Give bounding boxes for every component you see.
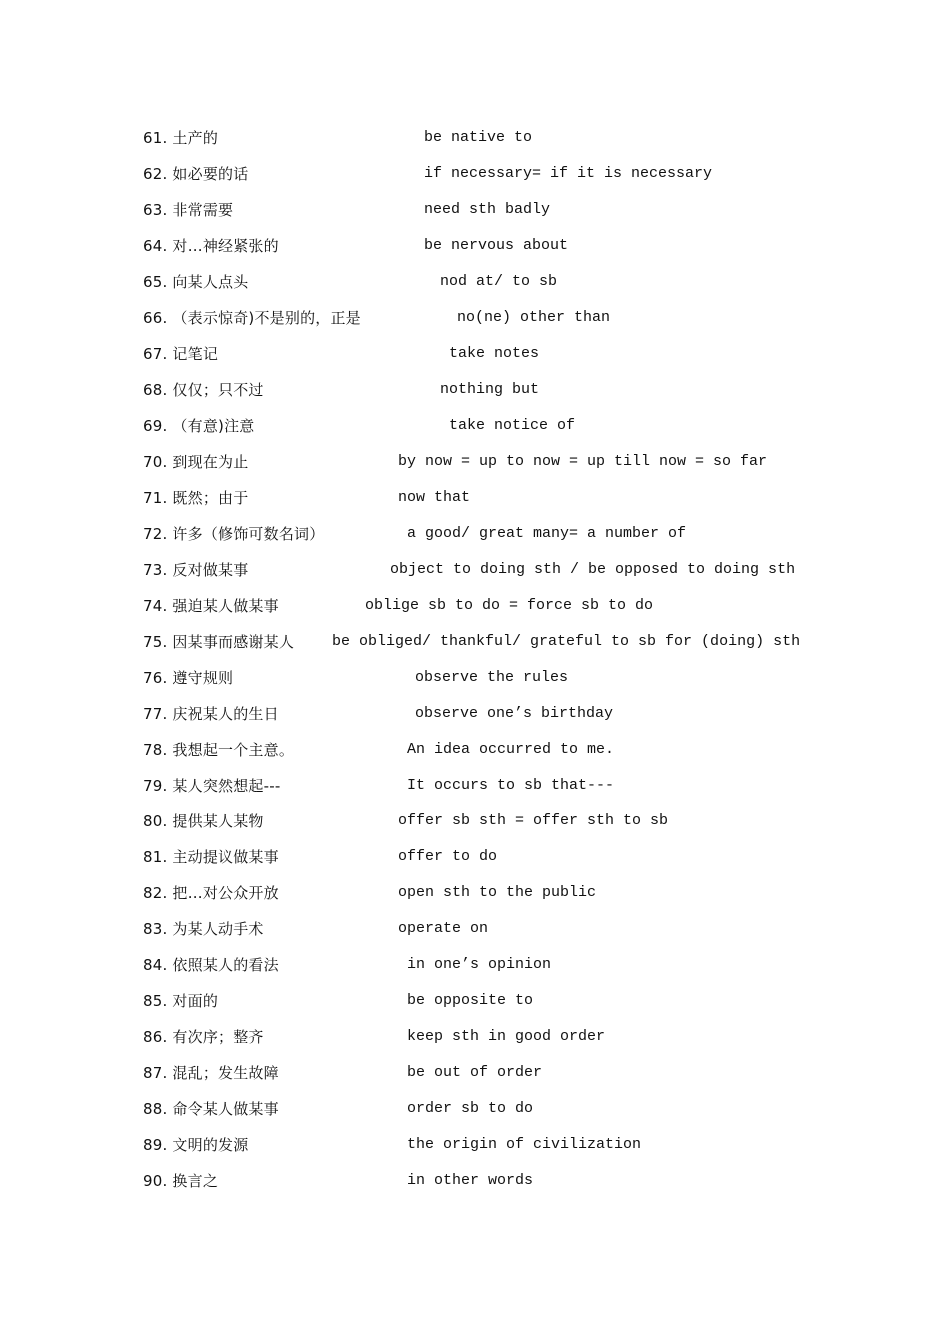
chinese-term: 84. 依照某人的看法 (143, 956, 279, 974)
english-phrase: offer to do (398, 848, 498, 865)
list-item (0, 235, 950, 271)
chinese-term: 81. 主动提议做某事 (143, 848, 279, 866)
list-item (0, 451, 950, 487)
english-phrase: be obliged/ thankful/ grateful to sb for (doing) sth (332, 633, 801, 650)
english-phrase: a good/ great many= a number of (407, 525, 687, 542)
chinese-term: 65. 向某人点头 (143, 273, 249, 291)
chinese-term: 73. 反对做某事 (143, 561, 249, 579)
list-item (0, 667, 950, 703)
chinese-term: 70. 到现在为止 (143, 453, 249, 471)
list-item (0, 307, 950, 343)
english-phrase: It occurs to sb that--- (407, 777, 615, 794)
english-phrase: by now = up to now = up till now = so far (398, 453, 768, 470)
list-item (0, 271, 950, 307)
list-item (0, 163, 950, 199)
chinese-term: 68. 仅仅；只不过 (143, 381, 264, 399)
english-phrase: be out of order (407, 1064, 543, 1081)
english-phrase: keep sth in good order (407, 1028, 606, 1045)
chinese-term: 85. 对面的 (143, 992, 219, 1010)
list-item (0, 1170, 950, 1206)
english-phrase: now that (398, 489, 471, 506)
list-item (0, 523, 950, 559)
list-item (0, 631, 950, 667)
english-phrase: take notes (449, 345, 540, 362)
list-item (0, 415, 950, 451)
chinese-term: 66. （表示惊奇)不是别的，正是 (143, 309, 361, 327)
chinese-term: 80. 提供某人某物 (143, 812, 264, 830)
english-phrase: nothing but (440, 381, 540, 398)
list-item (0, 810, 950, 846)
chinese-term: 69. （有意)注意 (143, 417, 255, 435)
chinese-term: 88. 命令某人做某事 (143, 1100, 279, 1118)
chinese-term: 62. 如必要的话 (143, 165, 249, 183)
english-phrase: be opposite to (407, 992, 534, 1009)
list-item (0, 379, 950, 415)
english-phrase: be native to (424, 129, 533, 146)
english-phrase: take notice of (449, 417, 576, 434)
chinese-term: 61. 土产的 (143, 129, 219, 147)
list-item (0, 1098, 950, 1134)
chinese-term: 63. 非常需要 (143, 201, 234, 219)
english-phrase: the origin of civilization (407, 1136, 642, 1153)
chinese-term: 74. 强迫某人做某事 (143, 597, 279, 615)
list-item (0, 1134, 950, 1170)
english-phrase: object to doing sth / be opposed to doing sth (390, 561, 796, 578)
chinese-term: 79. 某人突然想起--- (143, 777, 281, 795)
list-item (0, 990, 950, 1026)
english-phrase: oblige sb to do = force sb to do (365, 597, 654, 614)
list-item (0, 918, 950, 954)
list-item (0, 846, 950, 882)
chinese-term: 86. 有次序；整齐 (143, 1028, 264, 1046)
list-item (0, 882, 950, 918)
english-phrase: observe the rules (415, 669, 569, 686)
english-phrase: open sth to the public (398, 884, 597, 901)
chinese-term: 89. 文明的发源 (143, 1136, 249, 1154)
chinese-term: 82. 把…对公众开放 (143, 884, 279, 902)
list-item (0, 559, 950, 595)
chinese-term: 90. 换言之 (143, 1172, 219, 1190)
english-phrase: if necessary= if it is necessary (424, 165, 713, 182)
chinese-term: 67. 记笔记 (143, 345, 219, 363)
chinese-term: 71. 既然；由于 (143, 489, 249, 507)
list-item (0, 775, 950, 811)
english-phrase: in one’s opinion (407, 956, 552, 973)
list-item (0, 127, 950, 163)
chinese-term: 77. 庆祝某人的生日 (143, 705, 279, 723)
chinese-term: 78. 我想起一个主意。 (143, 741, 295, 759)
list-item (0, 739, 950, 775)
list-item (0, 487, 950, 523)
chinese-term: 83. 为某人动手术 (143, 920, 264, 938)
list-item (0, 199, 950, 235)
list-item (0, 703, 950, 739)
english-phrase: no(ne) other than (457, 309, 611, 326)
english-phrase: operate on (398, 920, 489, 937)
english-phrase: nod at/ to sb (440, 273, 558, 290)
english-phrase: observe one’s birthday (415, 705, 614, 722)
list-item (0, 343, 950, 379)
list-item (0, 1062, 950, 1098)
english-phrase: order sb to do (407, 1100, 534, 1117)
list-item (0, 1026, 950, 1062)
english-phrase: need sth badly (424, 201, 551, 218)
chinese-term: 72. 许多（修饰可数名词） (143, 525, 325, 543)
english-phrase: in other words (407, 1172, 534, 1189)
english-phrase: be nervous about (424, 237, 569, 254)
english-phrase: An idea occurred to me. (407, 741, 615, 758)
list-item (0, 954, 950, 990)
chinese-term: 75. 因某事而感谢某人 (143, 633, 295, 651)
chinese-term: 76. 遵守规则 (143, 669, 234, 687)
chinese-term: 64. 对…神经紧张的 (143, 237, 279, 255)
chinese-term: 87. 混乱；发生故障 (143, 1064, 279, 1082)
list-item (0, 595, 950, 631)
english-phrase: offer sb sth = offer sth to sb (398, 812, 669, 829)
